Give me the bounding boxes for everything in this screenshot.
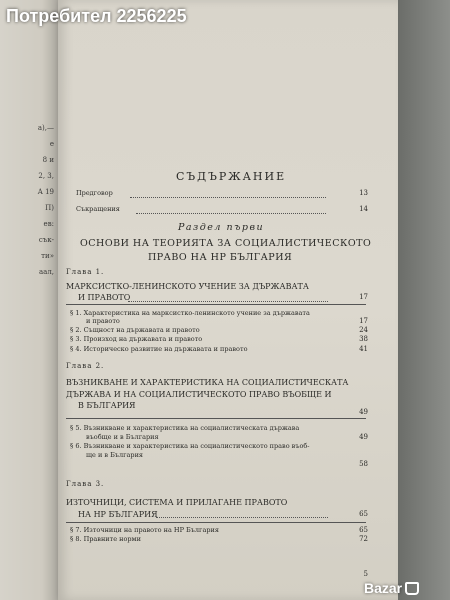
shopping-bag-icon: [405, 582, 419, 595]
contents-title: СЪДЪРЖАНИЕ: [176, 170, 287, 183]
toc-item: § 8. Правните норми: [70, 535, 141, 543]
section-title-line: ПРАВО НА НР БЪЛГАРИЯ: [148, 252, 293, 263]
fragment: 2, 3,: [38, 172, 54, 180]
brand-logo: [364, 580, 446, 596]
username-watermark: Потребител 2256225: [6, 6, 187, 26]
chapter-title: В БЪЛГАРИЯ: [78, 401, 136, 410]
toc-item: § 1. Характеристика на марксистко-ленинското учение за държавата: [70, 309, 310, 317]
table-of-contents: [58, 0, 378, 600]
toc-item: § 2. Същност на държавата и правото: [70, 326, 200, 334]
rule: [66, 418, 366, 419]
page-number: 41: [359, 345, 368, 353]
toc-item: § 3. Произход на държавата и правото: [70, 335, 203, 343]
fragment: аал,: [38, 268, 54, 276]
toc-item: § 5. Възникване и характеристика на социалистическата държава: [70, 424, 300, 432]
fragment: а),—: [37, 124, 54, 132]
fragment: ев:: [43, 220, 54, 228]
leader-dots: [156, 516, 328, 518]
chapter-label: Глава 1.: [66, 268, 105, 276]
toc-item: и правото: [86, 317, 120, 325]
chapter-label: Глава 2.: [66, 362, 105, 370]
chapter-title: ВЪЗНИКВАНЕ И ХАРАКТЕРИСТИКА НА СОЦИАЛИСТИЧЕСКАТА: [66, 378, 349, 387]
toc-item: § 6. Възникване и характеристика на социалистическото право въоб-: [70, 442, 310, 450]
fragment: А 19: [37, 188, 54, 196]
leader-dots: [128, 300, 328, 302]
toc-item: въобще и в България: [86, 433, 159, 441]
toc-item: § 7. Източници на правото на НР България: [70, 526, 219, 534]
chapter-title: ИЗТОЧНИЦИ, СИСТЕМА И ПРИЛАГАНЕ ПРАВОТО: [66, 498, 288, 507]
toc-entry-preface: Предговор: [76, 189, 113, 197]
page-number: 17: [359, 317, 368, 325]
page-number: 14: [359, 205, 368, 213]
fragment: П): [45, 204, 54, 212]
chapter-title: МАРКСИСТКО-ЛЕНИНСКОТО УЧЕНИЕ ЗА ДЪРЖАВАТА: [66, 282, 309, 291]
chapter-title: И ПРАВОТО: [78, 293, 131, 302]
previous-page: [0, 0, 60, 600]
page-number: 65: [359, 526, 368, 534]
page-number: 49: [359, 408, 368, 416]
section-title-line: ОСНОВИ НА ТЕОРИЯТА ЗА СОЦИАЛИСТИЧЕСКОТО: [80, 238, 372, 249]
page-folio: 5: [363, 570, 368, 578]
rule: [66, 522, 366, 523]
section-heading: Раздел първи: [178, 222, 265, 233]
page-number: 17: [359, 293, 368, 301]
fragment: ти»: [41, 252, 54, 260]
chapter-title: НА НР БЪЛГАРИЯ: [78, 510, 158, 519]
chapter-title: ДЪРЖАВА И НА СОЦИАЛИСТИЧЕСКОТО ПРАВО ВЪОБЩЕ И: [66, 390, 332, 399]
leader-dots: [130, 196, 326, 198]
chapter-label: Глава 3.: [66, 480, 105, 488]
page-number: 58: [359, 460, 368, 468]
fragment: 8 и: [42, 156, 54, 164]
page-number: 72: [359, 535, 368, 543]
toc-item: § 4. Историческо развитие на държавата и правото: [70, 345, 248, 353]
rule: [66, 304, 366, 305]
toc-item: ще и в България: [86, 451, 143, 459]
page-number: 38: [359, 335, 368, 343]
leader-dots: [136, 212, 326, 214]
background-right: [398, 0, 450, 600]
logo-text: Bazar: [364, 580, 403, 596]
previous-page-text: [0, 120, 58, 280]
page-number: 13: [359, 189, 368, 197]
fragment: сък-: [38, 236, 54, 244]
page-number: 24: [359, 326, 368, 334]
fragment: е: [49, 140, 54, 148]
toc-entry-abbreviations: Съкращения: [76, 205, 120, 213]
page-number: 49: [359, 433, 368, 441]
page-number: 65: [359, 510, 368, 518]
